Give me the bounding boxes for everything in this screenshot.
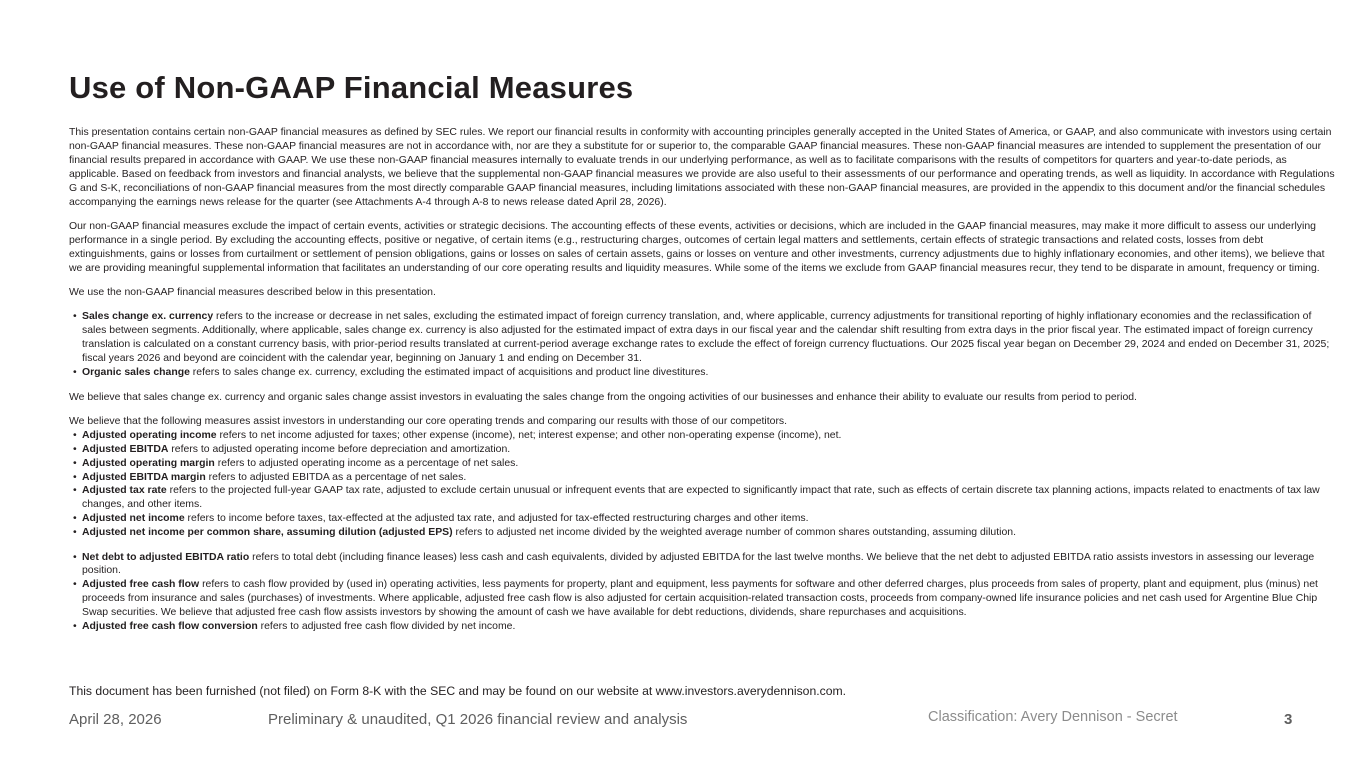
bullet-text: refers to adjusted operating income before depreciation and amortization. — [168, 443, 511, 455]
bullet-text: refers to adjusted operating income as a percentage of net sales. — [214, 457, 519, 469]
bullet-glyph: • — [73, 429, 77, 441]
footer-date: April 28, 2026 — [69, 711, 162, 728]
bullet-glyph: • — [73, 311, 77, 323]
bullet-glyph: • — [73, 513, 77, 525]
bullet-net-debt-to-adjusted-ebitda — [69, 551, 1335, 579]
furnished-note: This document has been furnished (not filed) on Form 8-K with the SEC and may be found on our website at www.investors.averydennison.com. — [69, 684, 847, 698]
bullet-text: refers to cash flow provided by (used in) operating activities, less payments for property, plant and equipment, less payments for software and other deferred charges, plus proceeds from sales of property, plant and equipment, plus (minus) net proceeds from insurance and sales (purchases) of investments. Where applicable, adjusted free cash flow is also adjusted for certain acquisition-related transaction costs, proceeds from company-owned life insurance policies and net cash used for Argentine Blue Chip Swap securities. We believe that adjusted free cash flow assists investors by showing the amount of cash we have available for debt reductions, dividends, share repurchases and acquisitions. — [82, 579, 1318, 619]
bullet-text: refers to income before taxes, tax-effected at the adjusted tax rate, and adjusted for tax-effected restructuring charges and other items. — [184, 513, 809, 525]
bullet-term: Adjusted EBITDA margin — [82, 471, 206, 483]
bullet-term: Adjusted free cash flow — [82, 579, 200, 591]
bullet-glyph: • — [73, 471, 77, 483]
bullet-text: refers to the increase or decrease in net sales, excluding the estimated impact of foreign currency translation, and, where applicable, currency adjustments for transitional reporting of highly inflationary economies and the reclassification of sales between segments. Additionally, where applicable, sales change ex. currency is also adjusted for the estimated impact of extra days in our fiscal year and the calendar shift resulting from extra days in the prior fiscal year. The estimated impact of foreign currency translation is calculated on a constant currency basis, with prior-period results translated at current-period average exchange rates to exclude the effect of foreign currency fluctuations. Our 2025 fiscal year began on December 29, 2024 and ended on December 31, 2025; fiscal years 2026 and beyond are coincident with the calendar year, beginning on January 1 and ending on December 31. — [82, 311, 1330, 365]
bullet-term: Adjusted EBITDA — [82, 443, 169, 455]
bullet-adjusted-ebitda — [69, 443, 1335, 457]
bullet-term: Adjusted tax rate — [82, 485, 167, 497]
bullet-term: Adjusted operating income — [82, 429, 217, 441]
footer-classification: Classification: Avery Dennison - Secret — [928, 709, 1178, 725]
bullet-glyph: • — [73, 485, 77, 497]
footer-description: Preliminary & unaudited, Q1 2026 financial review and analysis — [268, 711, 688, 728]
bullet-adjusted-tax-rate — [69, 484, 1335, 512]
bullet-glyph: • — [73, 457, 77, 469]
bullet-adjusted-free-cash-flow — [69, 578, 1335, 620]
bullet-adjusted-net-income — [69, 512, 1335, 526]
bullet-glyph: • — [73, 367, 77, 379]
bullet-glyph: • — [73, 527, 77, 539]
page-number: 3 — [1284, 711, 1293, 728]
bullet-term: Adjusted net income — [82, 513, 185, 525]
bullet-text: refers to adjusted net income divided by the weighted average number of common shares outstanding, assuming dilution. — [452, 527, 1016, 539]
exclusions-paragraph: Our non-GAAP financial measures exclude the impact of certain events, activities or strategic decisions. The accounting effects of these events, activities or decisions, which are included in the GAAP financial measures, may make it more difficult to assess our underlying performance in a single period. By excluding the accounting effects, positive or negative, of certain items (e.g., restructuring charges, outcomes of certain legal matters and settlements, certain effects of strategic transactions and related costs, losses from debt extinguishments, gains or losses from curtailment or settlement of pension obligations, gains or losses on sales of certain assets, gains or losses on venture and other investments, currency adjustments due to highly inflationary economies, and other items), we believe that we are providing meaningful supplemental information that facilitates an understanding of our core operating results and liquidity measures. While some of the items we exclude from GAAP financial measures recur, they tend to be disparate in amount, frequency or timing. — [69, 220, 1325, 274]
bullet-term: Net debt to adjusted EBITDA ratio — [82, 551, 250, 563]
operating-measures-group — [69, 415, 1335, 540]
bullet-glyph: • — [73, 621, 77, 633]
bullet-sales-change-ex-currency — [69, 310, 1335, 366]
liquidity-bullet-list — [69, 551, 1335, 634]
bullet-term: Sales change ex. currency — [82, 311, 214, 323]
bullet-text: refers to sales change ex. currency, excluding the estimated impact of acquisitions and product line divestitures. — [189, 367, 709, 379]
bullet-term: Adjusted net income per common share, assuming dilution (adjusted EPS) — [82, 527, 453, 539]
bullet-adjusted-eps — [69, 526, 1335, 540]
bullet-text: refers to adjusted free cash flow divided by net income. — [257, 621, 516, 633]
bullet-text: refers to total debt (including finance leases) less cash and cash equivalents, divided by adjusted EBITDA for the last twelve months. We believe that the net debt to adjusted EBITDA ratio assists investors in assessing our leverage position. — [82, 551, 1315, 577]
sales-bullet-list — [69, 310, 1335, 380]
intro-paragraph: This presentation contains certain non-GAAP financial measures as defined by SEC rules. We report our financial results in conformity with accounting principles generally accepted in the United States of America, or GAAP, and also communicate with investors using certain non-GAAP financial measures. These non-GAAP financial measures are not in accordance with, nor are they a substitute for or superior to, the comparable GAAP financial measures. These non-GAAP financial measures are intended to supplement the presentation of our financial results prepared in accordance with GAAP. We use these non-GAAP financial measures internally to evaluate trends in our underlying performance, as well as to facilitate comparisons with the results of competitors for quarters and year-to-date periods, as applicable. Based on feedback from investors and financial analysts, we believe that the supplemental non-GAAP financial measures we provide are also useful to their assessments of our performance and operating trends, as well as liquidity. In accordance with Regulations G and S-K, reconciliations of non-GAAP financial measures from the most directly comparable GAAP financial measures, including limitations associated with these non-GAAP financial measures, are provided in the appendix to this document and/or the financial schedules accompanying the earnings news release for the quarter (see Attachments A-4 through A-8 to news release dated April 28, 2026). — [69, 127, 1335, 208]
bullet-adjusted-operating-income — [69, 429, 1335, 443]
measures-intro-paragraph: We use the non-GAAP financial measures described below in this presentation. — [69, 287, 436, 299]
bullet-term: Organic sales change — [82, 367, 190, 379]
bullet-glyph: • — [73, 443, 77, 455]
sales-belief-paragraph: We believe that sales change ex. currency and organic sales change assist investors in evaluating the sales change from the ongoing activities of our businesses and enhance their ability to evaluate our results from period to period. — [69, 391, 1137, 403]
bullet-organic-sales-change — [69, 366, 1335, 380]
bullet-text: refers to adjusted EBITDA as a percentage of net sales. — [205, 471, 467, 483]
bullet-text: refers to net income adjusted for taxes; other expense (income), net; interest expense; and other non-operating expense (income), net. — [216, 429, 842, 441]
body-text — [69, 126, 1335, 645]
bullet-text: refers to the projected full-year GAAP tax rate, adjusted to exclude certain unusual or infrequent events that are expected to significantly impact that rate, such as effects of certain discrete tax planning actions, impacts related to enactments of tax law changes, and other items. — [82, 485, 1320, 511]
bullet-term: Adjusted operating margin — [82, 457, 215, 469]
bullet-adjusted-operating-margin — [69, 457, 1335, 471]
page-title: Use of Non-GAAP Financial Measures — [69, 70, 634, 105]
bullet-term: Adjusted free cash flow conversion — [82, 621, 258, 633]
bullet-adjusted-ebitda-margin — [69, 471, 1335, 485]
bullet-glyph: • — [73, 551, 77, 563]
operating-belief-paragraph: We believe that the following measures assist investors in understanding our core operating trends and comparing our results with those of our competitors. — [69, 415, 788, 427]
bullet-adjusted-free-cash-flow-conversion — [69, 620, 1335, 634]
bullet-glyph: • — [73, 579, 77, 591]
